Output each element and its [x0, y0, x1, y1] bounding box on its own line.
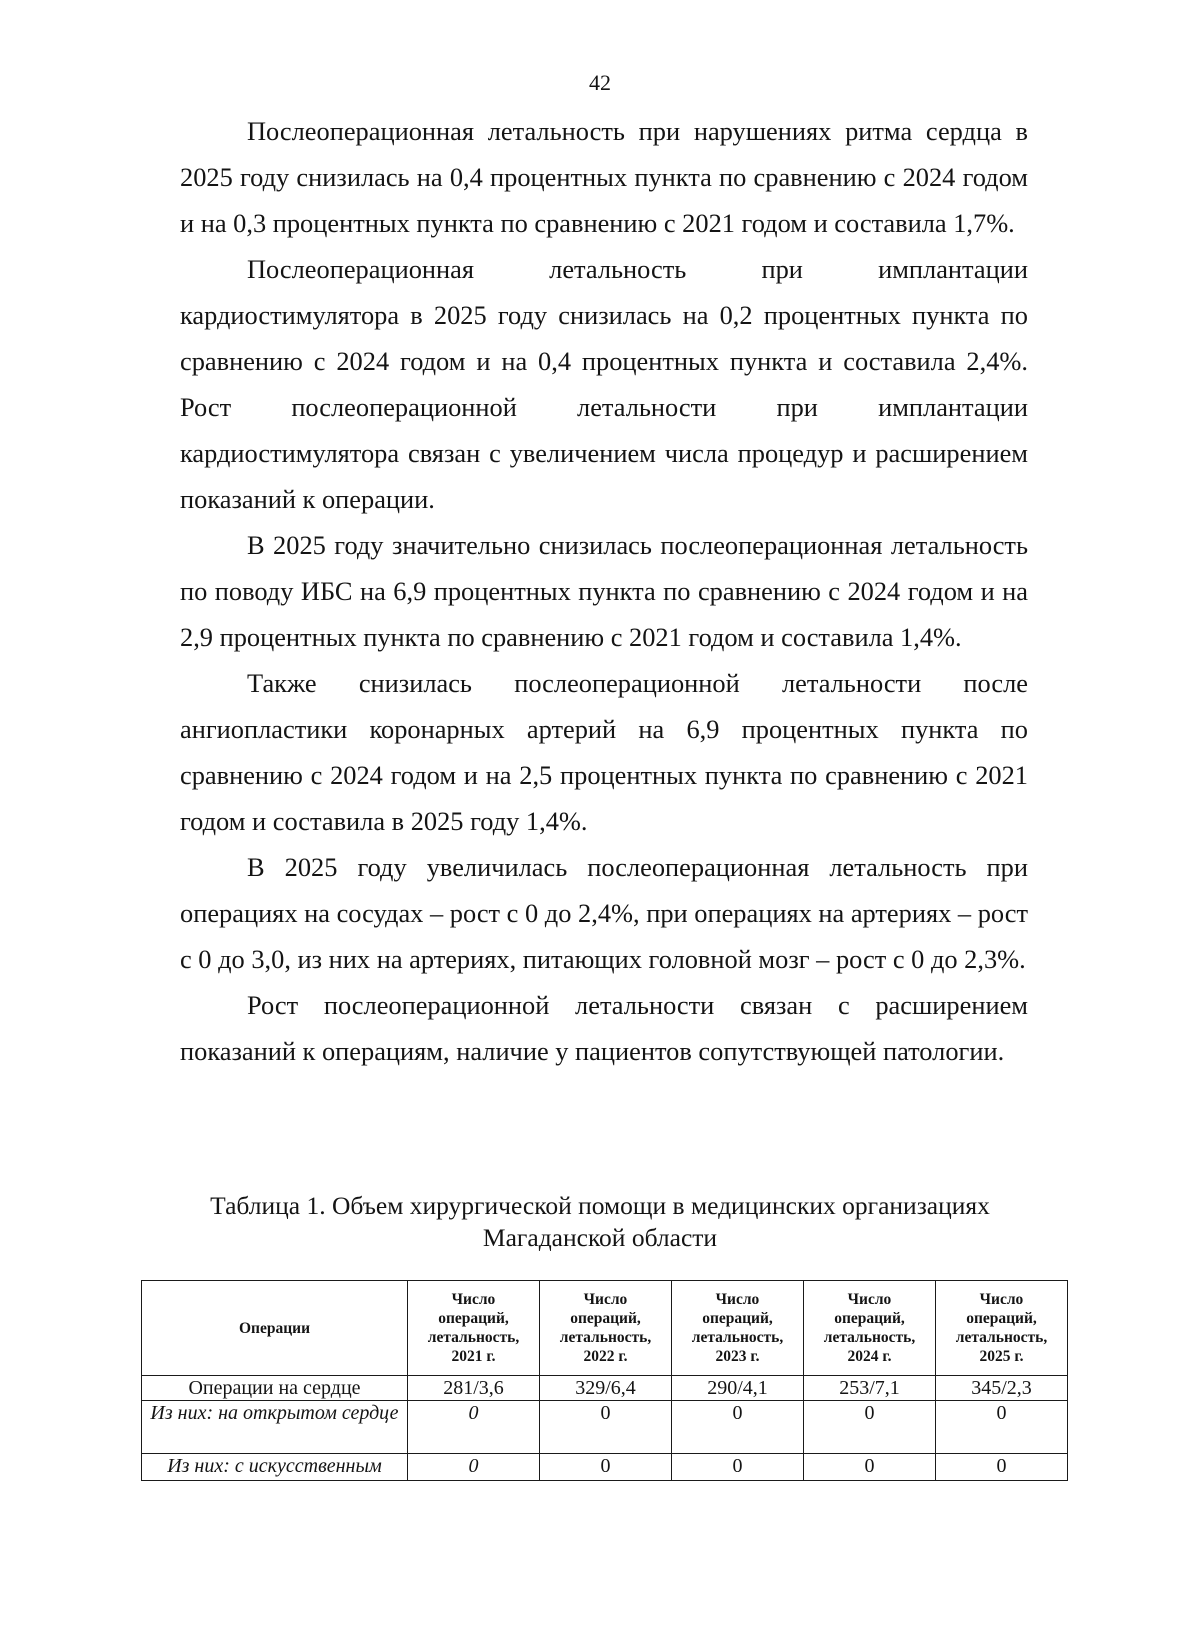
header-line: Число: [847, 1291, 892, 1308]
header-line: операций,: [438, 1310, 509, 1327]
body-text: [180, 108, 1028, 1074]
header-2022: [540, 1281, 672, 1376]
cell-2024: 253/7,1: [804, 1376, 936, 1401]
header-line: Число: [715, 1291, 760, 1308]
header-line: летальность,: [559, 1329, 652, 1346]
header-line: 2024 г.: [847, 1348, 892, 1365]
table-header-row: [142, 1281, 1068, 1376]
table-row: [142, 1376, 1068, 1401]
header-line: летальность,: [427, 1329, 520, 1346]
header-line: операций,: [702, 1310, 773, 1327]
cell-2025: 345/2,3: [936, 1376, 1068, 1401]
header-2023: [672, 1281, 804, 1376]
cell-2023: 0: [672, 1454, 804, 1481]
header-line: Число: [979, 1291, 1024, 1308]
paragraph-vascular-surgery-mortality: В 2025 году увеличилась послеоперационная летальность при операциях на сосудах – рост с 0 до 2,4%, при операциях на артериях – рост с 0 до 3,0, из них на артериях, питающих головной мозг – рост с 0 до 2,3%.: [180, 852, 1028, 974]
header-line: 2025 г.: [979, 1348, 1024, 1365]
header-line: Число: [583, 1291, 628, 1308]
page-number: 42: [589, 70, 611, 95]
row-label-heart-surgery: Операции на сердце: [142, 1376, 408, 1401]
cell-2023: 0: [672, 1401, 804, 1454]
cell-2021: 281/3,6: [408, 1376, 540, 1401]
cell-2022: 329/6,4: [540, 1376, 672, 1401]
paragraph-pacemaker-mortality: Послеоперационная летальность при имплантации кардиостимулятора в 2025 году снизилась на 0,2 процентных пункта по сравнению с 2024 годом и на 0,4 процентных пункта и составила 2,4%. Рост послеоперационной летальности при имплантации кардиостимулятора связан с увеличением числа процедур и расширением показаний к операции.: [180, 254, 1028, 514]
header-line: летальность,: [823, 1329, 916, 1346]
header-line: операций,: [966, 1310, 1037, 1327]
paragraph-angioplasty-mortality: Также снизилась послеоперационной летальности после ангиопластики коронарных артерий на 6,9 процентных пункта по сравнению с 2024 годом и на 2,5 процентных пункта по сравнению с 2021 годом и составила в 2025 году 1,4%.: [180, 668, 1028, 836]
header-line: 2023 г.: [715, 1348, 760, 1365]
header-operations: Операции: [142, 1281, 408, 1376]
header-2025: [936, 1281, 1068, 1376]
table-caption: [150, 1190, 1050, 1254]
header-line: 2022 г.: [583, 1348, 628, 1365]
header-line: летальность,: [691, 1329, 784, 1346]
header-line: летальность,: [955, 1329, 1048, 1346]
table-row: [142, 1401, 1068, 1454]
cell-2024: 0: [804, 1401, 936, 1454]
paragraph-arrhythmia-mortality: Послеоперационная летальность при нарушениях ритма сердца в 2025 году снизилась на 0,4 процентных пункта по сравнению с 2024 годом и на 0,3 процентных пункта по сравнению с 2021 годом и составила 1,7%.: [180, 116, 1028, 238]
header-2021: [408, 1281, 540, 1376]
header-line: операций,: [570, 1310, 641, 1327]
header-2024: [804, 1281, 936, 1376]
table-row: [142, 1454, 1068, 1481]
row-label-open-heart: Из них: на открытом сердце: [142, 1401, 408, 1454]
cell-2025: 0: [936, 1401, 1068, 1454]
cell-2021: 0: [408, 1454, 540, 1481]
cell-2025: 0: [936, 1454, 1068, 1481]
cell-2022: 0: [540, 1401, 672, 1454]
header-line: Число: [451, 1291, 496, 1308]
header-line: 2021 г.: [451, 1348, 496, 1365]
table-caption-line-2: Магаданской области: [482, 1223, 718, 1252]
cell-2023: 290/4,1: [672, 1376, 804, 1401]
header-line: операций,: [834, 1310, 905, 1327]
cell-2024: 0: [804, 1454, 936, 1481]
paragraph-mortality-growth-reasons: Рост послеоперационной летальности связан с расширением показаний к операциям, наличие у пациентов сопутствующей патологии.: [180, 990, 1028, 1066]
row-label-artificial-circulation: Из них: с искусственным: [142, 1454, 408, 1481]
surgery-volume-table: [141, 1280, 1068, 1481]
table-caption-line-1: Таблица 1. Объем хирургической помощи в медицинских организациях: [210, 1191, 990, 1220]
paragraph-ischemic-heart-disease-mortality: В 2025 году значительно снизилась послеоперационная летальность по поводу ИБС на 6,9 процентных пункта по сравнению с 2024 годом и на 2,9 процентных пункта по сравнению с 2021 годом и составила 1,4%.: [180, 530, 1028, 652]
cell-2021: 0: [408, 1401, 540, 1454]
cell-2022: 0: [540, 1454, 672, 1481]
